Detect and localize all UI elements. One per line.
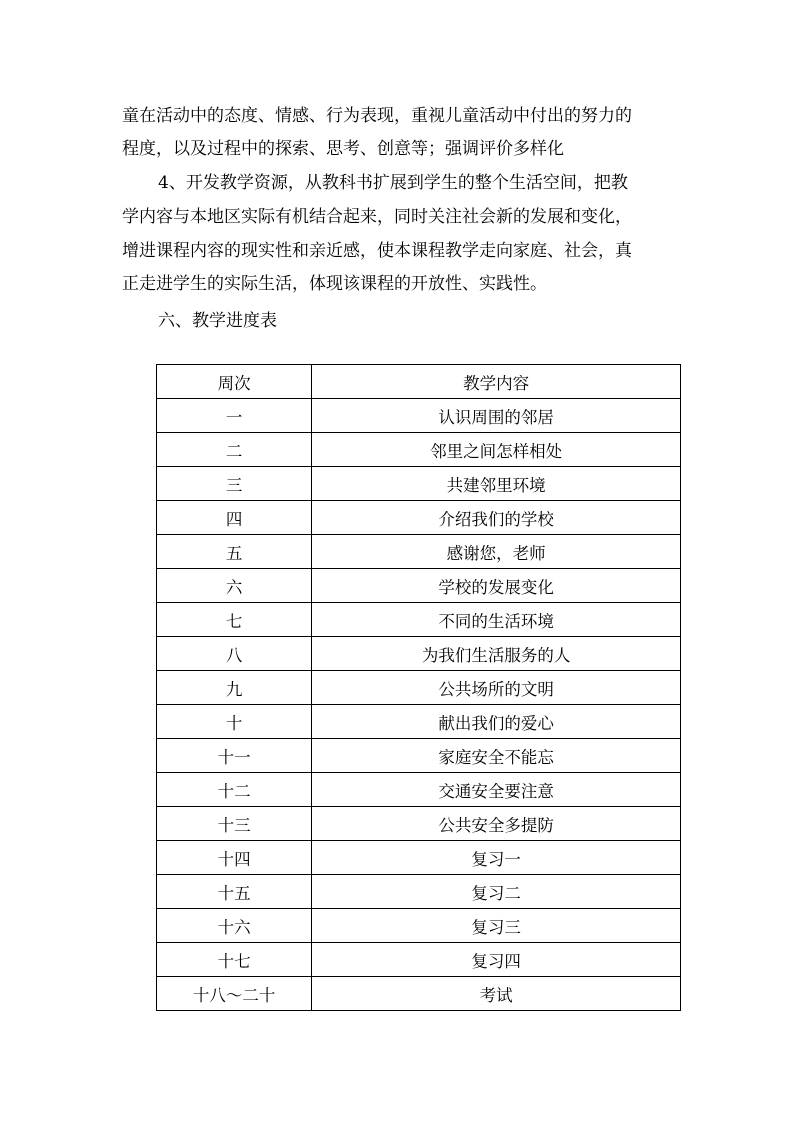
table-row (157, 977, 681, 1011)
week-cell: 十五 (157, 875, 312, 909)
table-row (157, 875, 681, 909)
week-cell: 十八～二十 (157, 977, 312, 1011)
content-cell: 认识周围的邻居 (312, 399, 681, 433)
content-cell: 复习一 (312, 841, 681, 875)
content-cell: 学校的发展变化 (312, 569, 681, 603)
week-cell: 六 (157, 569, 312, 603)
table-row (157, 739, 681, 773)
content-cell: 献出我们的爱心 (312, 705, 681, 739)
content-cell: 考试 (312, 977, 681, 1011)
table-row (157, 433, 681, 467)
section-heading: 六、教学进度表 (158, 311, 277, 331)
content-cell: 感谢您，老师 (312, 535, 681, 569)
week-cell: 十二 (157, 773, 312, 807)
table-row (157, 909, 681, 943)
week-cell: 九 (157, 671, 312, 705)
table-row (157, 705, 681, 739)
content-cell: 不同的生活环境 (312, 603, 681, 637)
content-cell: 复习四 (312, 943, 681, 977)
header-week: 周次 (157, 365, 312, 399)
paragraph-line: 程度，以及过程中的探索、思考、创意等；强调评价多样化 (122, 139, 564, 159)
week-cell: 八 (157, 637, 312, 671)
paragraph-line: 增进课程内容的现实性和亲近感，使本课程教学走向家庭、社会，真 (122, 241, 632, 261)
table-row (157, 943, 681, 977)
content-cell: 公共安全多提防 (312, 807, 681, 841)
table-header-row (157, 365, 681, 399)
table-row (157, 467, 681, 501)
table-row (157, 841, 681, 875)
content-cell: 公共场所的文明 (312, 671, 681, 705)
table-row (157, 671, 681, 705)
table-row (157, 569, 681, 603)
week-cell: 十三 (157, 807, 312, 841)
week-cell: 五 (157, 535, 312, 569)
week-cell: 十一 (157, 739, 312, 773)
table-row (157, 399, 681, 433)
table-row (157, 637, 681, 671)
content-cell: 复习三 (312, 909, 681, 943)
week-cell: 三 (157, 467, 312, 501)
content-cell: 介绍我们的学校 (312, 501, 681, 535)
header-content: 教学内容 (312, 365, 681, 399)
week-cell: 四 (157, 501, 312, 535)
week-cell: 十四 (157, 841, 312, 875)
paragraph-line: 学内容与本地区实际有机结合起来，同时关注社会新的发展和变化， (122, 207, 632, 227)
paragraph-line: 正走进学生的实际生活，体现该课程的开放性、实践性。 (122, 274, 547, 294)
week-cell: 十七 (157, 943, 312, 977)
table-body (157, 399, 681, 1011)
content-cell: 交通安全要注意 (312, 773, 681, 807)
week-cell: 一 (157, 399, 312, 433)
table-row (157, 773, 681, 807)
content-cell: 家庭安全不能忘 (312, 739, 681, 773)
week-cell: 十六 (157, 909, 312, 943)
week-cell: 十 (157, 705, 312, 739)
table-row (157, 603, 681, 637)
content-cell: 复习二 (312, 875, 681, 909)
week-cell: 七 (157, 603, 312, 637)
content-cell: 为我们生活服务的人 (312, 637, 681, 671)
table-row (157, 535, 681, 569)
paragraph-line: 4、开发教学资源，从教科书扩展到学生的整个生活空间，把教 (158, 173, 628, 193)
week-cell: 二 (157, 433, 312, 467)
table-row (157, 501, 681, 535)
paragraph-line: 童在活动中的态度、情感、行为表现，重视儿童活动中付出的努力的 (122, 106, 632, 126)
content-cell: 邻里之间怎样相处 (312, 433, 681, 467)
table-row (157, 807, 681, 841)
teaching-schedule-table (156, 364, 681, 1011)
content-cell: 共建邻里环境 (312, 467, 681, 501)
